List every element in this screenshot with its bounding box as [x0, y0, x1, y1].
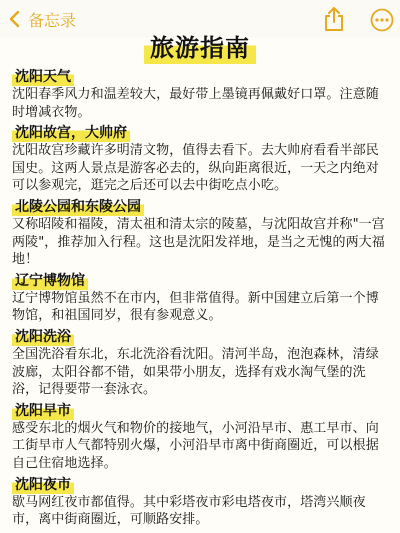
section-text: 感受东北的烟火气和物价的接地气，小河沿早市、惠工早市、向工街早市人气都特别火爆，小河沿早市离中街商圈近，可以根据自己住宿地选择。 — [12, 420, 379, 471]
section-heading: 沈阳天气 — [12, 68, 74, 86]
note-body[interactable] — [12, 66, 390, 530]
section-heading: 沈阳故宫，大帅府 — [12, 124, 130, 142]
section-morning-market — [12, 400, 390, 473]
back-button[interactable] — [4, 6, 76, 32]
note-title-container — [0, 30, 400, 68]
section-text: 全国洗浴看东北，东北洗浴看沈阳。清河半岛，泡泡森林，清绿波廊，太阳谷都不错，如果带小朋友，选择有戏水淘气堡的洗浴，记得要带一套泳衣。 — [12, 346, 379, 398]
section-weather — [12, 66, 390, 121]
section-heading: 沈阳洗浴 — [12, 328, 74, 346]
back-button-label: 备忘录 — [28, 10, 77, 30]
section-text: 沈阳春季风力和温差较大，最好带上墨镜再佩戴好口罩。注意随时增减衣物。 — [12, 87, 379, 120]
section-bath — [12, 326, 390, 399]
section-night-market — [12, 474, 390, 529]
share-icon[interactable] — [322, 6, 346, 32]
section-museum — [12, 270, 390, 325]
note-title[interactable]: 旅游指南 — [144, 30, 256, 64]
section-heading: 北陵公园和东陵公园 — [12, 198, 144, 216]
section-imperial-palace — [12, 122, 390, 195]
section-text: 又称昭陵和福陵，清太祖和清太宗的陵墓，与沈阳故宫并称"一宫两陵"，推荐加入行程。这也是沈阳发祥地，是当之无愧的两大福地！ — [12, 216, 385, 268]
section-heading: 沈阳夜市 — [12, 476, 74, 494]
section-tombs — [12, 196, 390, 269]
more-options-icon[interactable] — [370, 8, 394, 32]
section-heading: 辽宁博物馆 — [12, 272, 88, 290]
section-text: 辽宁博物馆虽然不在市内，但非常值得。新中国建立后第一个博物馆，和祖国同岁，很有参观意义。 — [12, 290, 379, 324]
section-text: 沈阳故宫珍藏许多明清文物，值得去看下。去大帅府看看半部民国史。这两人景点是游客必去的，纵向距离很近，一天之内绝对可以参观完，逛完之后还可以去中街吃点小吃。 — [12, 143, 379, 194]
section-text: 歇马网红夜市都值得。其中彩塔夜市彩电塔夜市，塔湾兴顺夜市，离中街商圈近，可顺路安排。 — [12, 494, 366, 528]
chevron-left-icon — [4, 8, 26, 30]
section-heading: 沈阳早市 — [12, 402, 74, 420]
